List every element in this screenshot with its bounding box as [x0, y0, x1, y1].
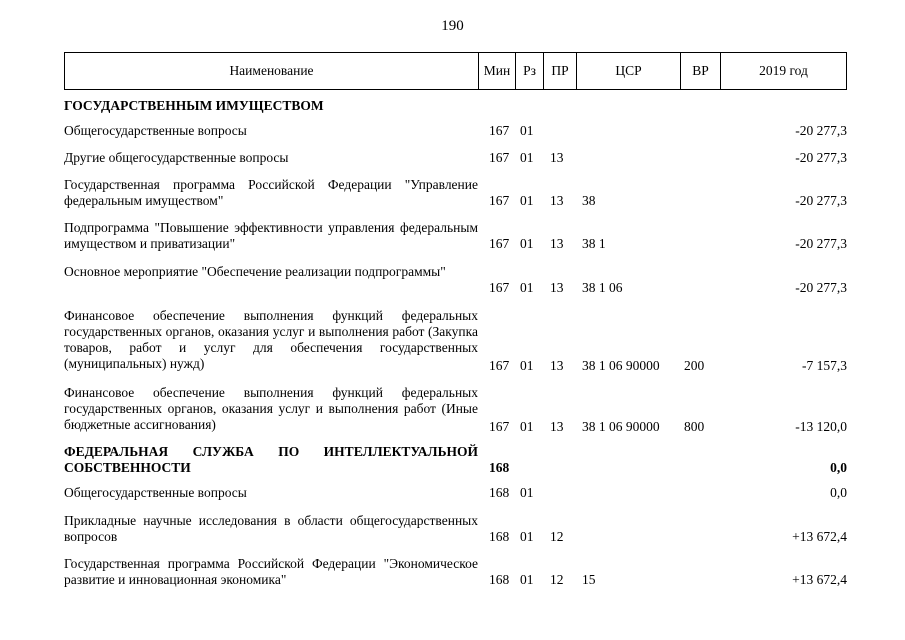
table-row [64, 444, 847, 476]
row-csr: 38 [582, 193, 596, 208]
row-name: Финансовое обеспечение выполнения функций федеральных государственных органов, оказания услуг и выполнения работ (Закупка товаров, работ и услуг для обеспечения государственных (муниципальных) нужд) [64, 308, 478, 371]
header-pr: ПР [544, 53, 577, 89]
row-vr: 800 [684, 419, 705, 434]
row-min: 167 [489, 193, 510, 208]
row-rz: 01 [520, 236, 534, 251]
header-name: Наименование [65, 53, 479, 89]
row-sum: -13 120,0 [795, 419, 847, 434]
row-min: 167 [489, 358, 510, 373]
row-rz: 01 [520, 572, 534, 587]
row-csr: 38 1 06 90000 [582, 419, 660, 434]
row-rz: 01 [520, 358, 534, 373]
row-name: Финансовое обеспечение выполнения функций федеральных государственных органов, оказания услуг и выполнения работ (Иные бюджетные ассигнования) [64, 385, 478, 432]
row-name: ФЕДЕРАЛЬНАЯ СЛУЖБА ПО ИНТЕЛЛЕКТУАЛЬНОЙ СОБСТВЕННОСТИ [64, 444, 478, 475]
table-row [64, 98, 847, 114]
row-pr: 13 [550, 280, 564, 295]
table-row [64, 220, 847, 252]
row-sum: 0,0 [830, 485, 847, 500]
row-min: 168 [489, 572, 510, 587]
row-min: 167 [489, 419, 510, 434]
row-name: ГОСУДАРСТВЕННЫМ ИМУЩЕСТВОМ [64, 98, 324, 113]
row-csr: 15 [582, 572, 596, 587]
row-rz: 01 [520, 280, 534, 295]
row-min: 167 [489, 280, 510, 295]
table-row [64, 123, 847, 139]
table-header [64, 52, 847, 90]
row-sum: +13 672,4 [792, 529, 847, 544]
row-csr: 38 1 06 90000 [582, 358, 660, 373]
page-number: 190 [441, 18, 464, 34]
row-rz: 01 [520, 529, 534, 544]
row-min: 167 [489, 236, 510, 251]
row-pr: 13 [550, 236, 564, 251]
table-row [64, 264, 847, 296]
row-sum: -20 277,3 [795, 150, 847, 165]
row-pr: 13 [550, 193, 564, 208]
row-sum: -20 277,3 [795, 123, 847, 138]
header-min: Мин [479, 53, 516, 89]
row-sum: 0,0 [830, 460, 847, 475]
row-name: Государственная программа Российской Федерации "Экономическое развитие и инновационная экономика" [64, 556, 478, 587]
row-pr: 13 [550, 419, 564, 434]
row-csr: 38 1 06 [582, 280, 623, 295]
row-rz: 01 [520, 150, 534, 165]
table-row [64, 385, 847, 433]
row-pr: 12 [550, 572, 564, 587]
row-name: Государственная программа Российской Федерации "Управление федеральным имуществом" [64, 177, 478, 208]
row-name: Подпрограмма "Повышение эффективности управления федеральным имуществом и приватизации" [64, 220, 478, 251]
table-row [64, 177, 847, 209]
row-sum: -7 157,3 [802, 358, 847, 373]
row-sum: -20 277,3 [795, 193, 847, 208]
row-rz: 01 [520, 123, 534, 138]
row-name: Прикладные научные исследования в области общегосударственных вопросов [64, 513, 478, 544]
row-rz: 01 [520, 419, 534, 434]
header-year: 2019 год [759, 63, 808, 78]
row-pr: 12 [550, 529, 564, 544]
row-name: Другие общегосударственные вопросы [64, 150, 289, 165]
row-sum: -20 277,3 [795, 236, 847, 251]
header-rz: Рз [516, 53, 544, 89]
table-row [64, 308, 847, 372]
row-csr: 38 1 [582, 236, 606, 251]
row-pr: 13 [550, 150, 564, 165]
row-min: 168 [489, 485, 510, 500]
table-row [64, 485, 847, 501]
row-min: 168 [489, 460, 510, 475]
row-rz: 01 [520, 193, 534, 208]
row-name: Общегосударственные вопросы [64, 123, 247, 138]
row-min: 167 [489, 150, 510, 165]
row-sum: -20 277,3 [795, 280, 847, 295]
row-sum: +13 672,4 [792, 572, 847, 587]
row-name: Общегосударственные вопросы [64, 485, 247, 500]
row-rz: 01 [520, 485, 534, 500]
table-row [64, 513, 847, 545]
header-csr: ЦСР [577, 53, 681, 89]
table-row [64, 150, 847, 166]
row-pr: 13 [550, 358, 564, 373]
row-vr: 200 [684, 358, 705, 373]
row-min: 168 [489, 529, 510, 544]
table-row [64, 556, 847, 588]
row-name: Основное мероприятие "Обеспечение реализации подпрограммы" [64, 264, 446, 279]
row-min: 167 [489, 123, 510, 138]
header-vr: ВР [681, 53, 721, 89]
